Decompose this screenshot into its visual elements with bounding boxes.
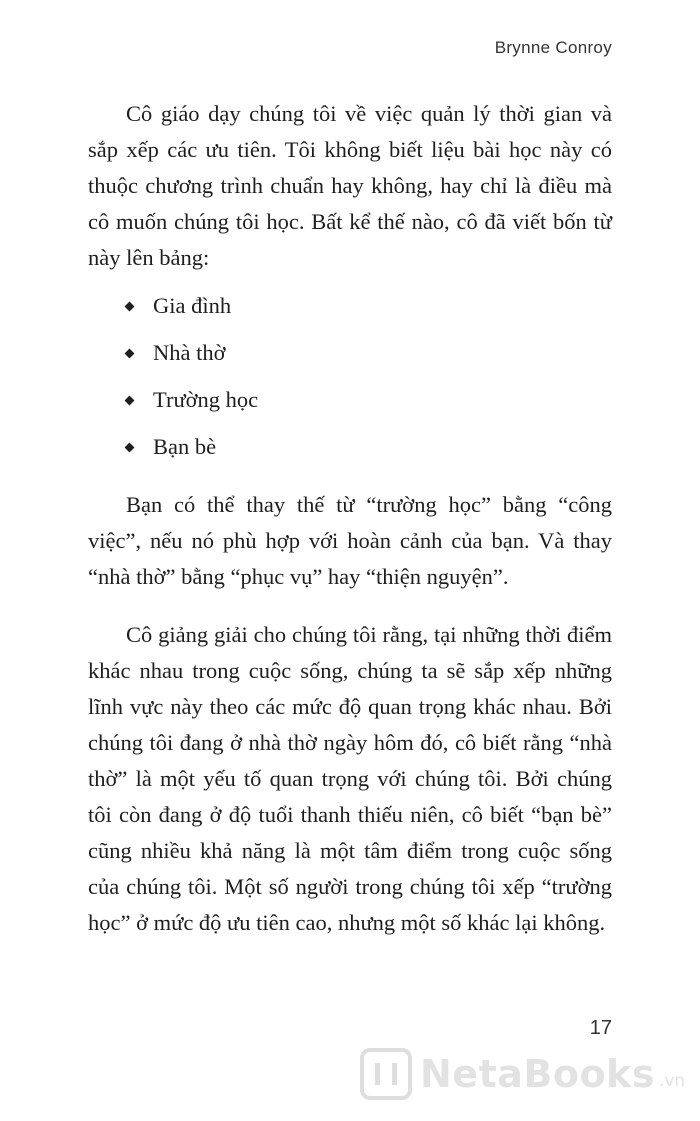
diamond-bullet-icon <box>125 348 135 358</box>
diamond-bullet-icon <box>125 395 135 405</box>
diamond-bullet-icon <box>125 442 135 452</box>
page-number: 17 <box>589 1017 612 1039</box>
running-header-author: Brynne Conroy <box>494 38 612 57</box>
watermark-suffix: .vn <box>658 1071 686 1091</box>
page-body <box>88 96 612 941</box>
watermark-brand: NetaBooks <box>420 1052 655 1096</box>
bullet-text: Trường học <box>153 387 259 412</box>
paragraph-3: Cô giảng giải cho chúng tôi rằng, tại những thời điểm khác nhau trong cuộc sống, chúng ta sẽ sắp xếp những lĩnh vực này theo các mức độ quan trọng khác nhau. Bởi chúng tôi đang ở nhà thờ ngày hôm đó, cô biết rằng “nhà thờ” là một yếu tố quan trọng với chúng tôi. Bởi chúng tôi còn đang ở độ tuổi thanh thiếu niên, cô biết “bạn bè” cũng nhiều khả năng là một tâm điểm trong cuộc sống của chúng tôi. Một số người trong chúng tôi xếp “trường học” ở mức độ ưu tiên cao, nhưng một số khác lại không. <box>88 622 612 935</box>
watermark <box>360 1048 685 1100</box>
bullet-text: Bạn bè <box>153 434 217 459</box>
list-item <box>88 335 612 371</box>
bullet-list <box>88 288 612 465</box>
netabooks-logo-icon <box>360 1048 412 1100</box>
list-item <box>88 382 612 418</box>
list-item <box>88 288 612 324</box>
diamond-bullet-icon <box>125 301 135 311</box>
bullet-text: Gia đình <box>153 293 232 318</box>
paragraph-1: Cô giáo dạy chúng tôi về việc quản lý thời gian và sắp xếp các ưu tiên. Tôi không biết liệu bài học này có thuộc chương trình chuẩn hay không, hay chỉ là điều mà cô muốn chúng tôi học. Bất kể thế nào, cô đã viết bốn từ này lên bảng: <box>88 101 612 270</box>
paragraph-2: Bạn có thể thay thế từ “trường học” bằng “công việc”, nếu nó phù hợp với hoàn cảnh của bạn. Và thay “nhà thờ” bằng “phục vụ” hay “thiện nguyện”. <box>88 492 612 589</box>
bullet-text: Nhà thờ <box>153 340 226 365</box>
list-item <box>88 429 612 465</box>
